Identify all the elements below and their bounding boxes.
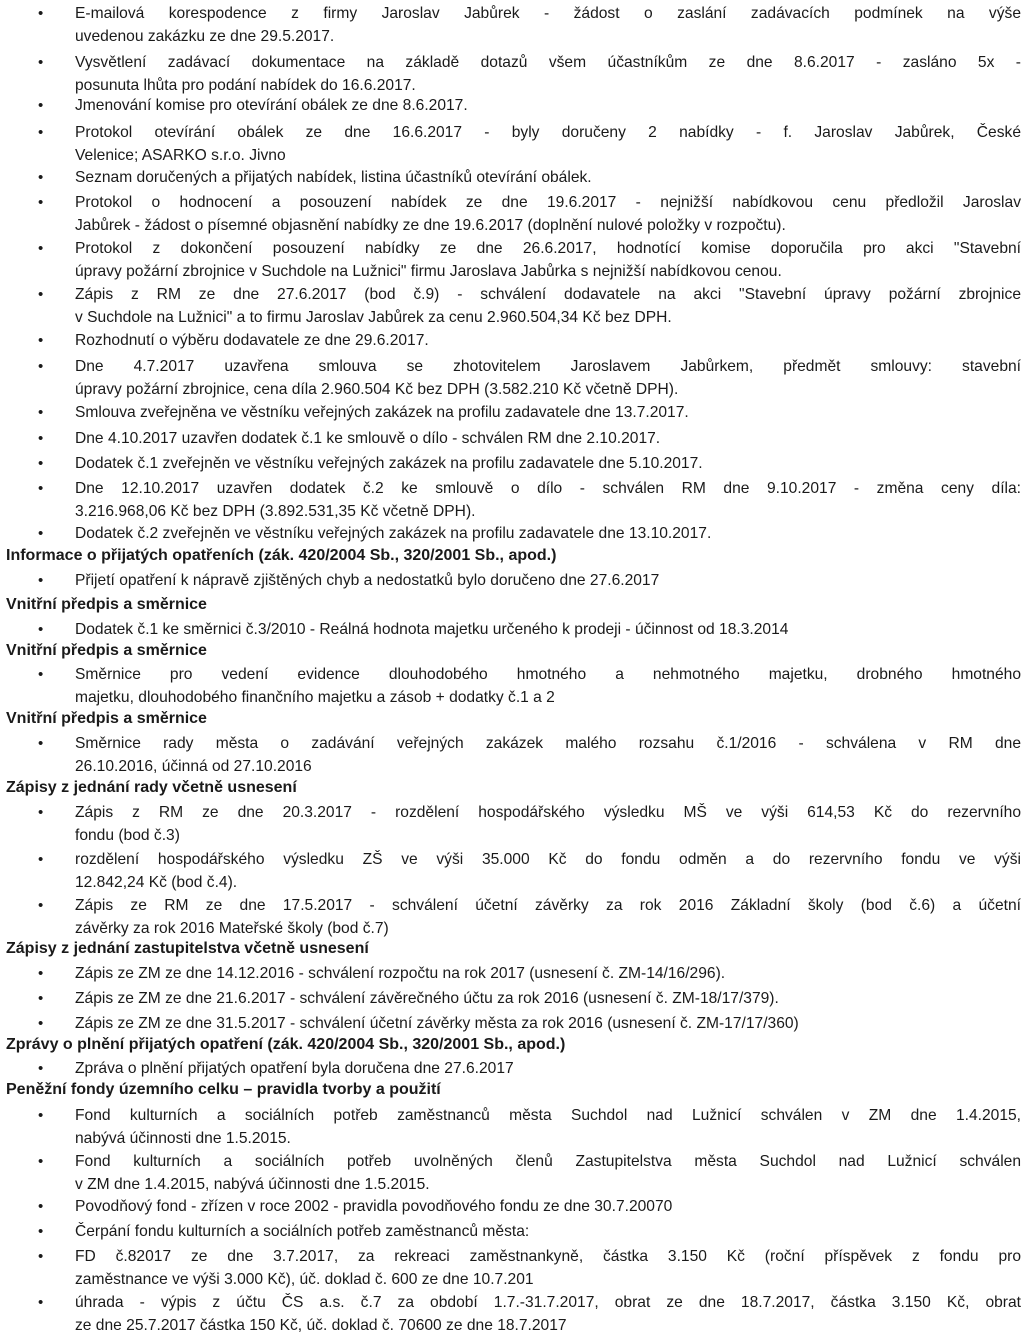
section-heading: Vnitřní předpis a směrnice xyxy=(6,642,207,659)
list-item-line: Zápis z RM ze dne 20.3.2017 - rozdělení hospodářského výsledku MŠ ve výši 614,53 Kč do rezervního xyxy=(75,804,1021,821)
list-item-line: Rozhodnutí o výběru dodavatele ze dne 29.6.2017. xyxy=(75,332,429,349)
list-item-line: Dne 4.7.2017 uzavřena smlouva se zhotovitelem Jaroslavem Jabůrkem, předmět smlouvy: stavební xyxy=(75,358,1021,375)
list-item-line: Dne 4.10.2017 uzavřen dodatek č.1 ke smlouvě o dílo - schválen RM dne 2.10.2017. xyxy=(75,430,661,447)
list-item-line: úhrada - výpis z účtu ČS a.s. č.7 za období 1.7.-31.7.2017, obrat ze dne 18.7.2017, částka 3.150 Kč, obrat xyxy=(75,1294,1021,1311)
list-item-line: 26.10.2016, účinná od 27.10.2016 xyxy=(75,757,312,775)
list-item-line: Zpráva o plnění přijatých opatření byla doručena dne 27.6.2017 xyxy=(75,1060,514,1077)
bullet-icon: • xyxy=(38,1060,44,1077)
list-item-line: Zápis z RM ze dne 27.6.2017 (bod č.9) - schválení dodavatele na akci "Stavební úpravy požární zbrojnice xyxy=(75,286,1021,303)
list-item-line: rozdělení hospodářského výsledku ZŠ ve výši 35.000 Kč do fondu odměn a do rezervního fondu ve výši xyxy=(75,851,1021,868)
list-item-line: Seznam doručených a přijatých nabídek, listina účastníků otevírání obálek. xyxy=(75,169,592,186)
bullet-icon: • xyxy=(38,990,44,1007)
list-item-line: Dodatek č.1 zveřejněn ve věstníku veřejných zakázek na profilu zadavatele dne 5.10.2017. xyxy=(75,455,703,472)
list-item-line: Zápis ze ZM ze dne 21.6.2017 - schválení závěrečného účtu za rok 2016 (usnesení č. ZM-18/17/379). xyxy=(75,990,779,1007)
list-item-line: Zápis ze RM ze dne 17.5.2017 - schválení účetní závěrky za rok 2016 Základní školy (bod č.6) a účetní xyxy=(75,897,1021,914)
bullet-icon: • xyxy=(38,480,44,497)
bullet-icon: • xyxy=(38,666,44,683)
list-item-line: nabývá účinnosti dne 1.5.2015. xyxy=(75,1129,291,1147)
bullet-icon: • xyxy=(38,97,44,114)
bullet-icon: • xyxy=(38,897,44,914)
bullet-icon: • xyxy=(38,804,44,821)
bullet-icon: • xyxy=(38,1015,44,1032)
section-heading: Vnitřní předpis a směrnice xyxy=(6,596,207,613)
bullet-icon: • xyxy=(38,965,44,982)
list-item-line: uvedenou zakázku ze dne 29.5.2017. xyxy=(75,27,335,45)
list-item-line: Protokol o hodnocení a posouzení nabídek ze dne 19.6.2017 - nejnižší nabídkovou cenu předložil Jaroslav xyxy=(75,194,1021,211)
bullet-icon: • xyxy=(38,1153,44,1170)
bullet-icon: • xyxy=(38,5,44,22)
bullet-icon: • xyxy=(38,286,44,303)
bullet-icon: • xyxy=(38,358,44,375)
list-item-line: posunuta lhůta pro podání nabídek do 16.6.2017. xyxy=(75,76,416,94)
list-item-line: majetku, dlouhodobého finančního majetku a zásob + dodatky č.1 a 2 xyxy=(75,688,555,706)
bullet-icon: • xyxy=(38,194,44,211)
bullet-icon: • xyxy=(38,404,44,421)
list-item-line: 3.216.968,06 Kč bez DPH (3.892.531,35 Kč včetně DPH). xyxy=(75,502,476,520)
bullet-icon: • xyxy=(38,455,44,472)
bullet-icon: • xyxy=(38,1248,44,1265)
list-item-line: Zápis ze ZM ze dne 14.12.2016 - schválení rozpočtu na rok 2017 (usnesení č. ZM-14/16/296). xyxy=(75,965,726,982)
section-heading: Informace o přijatých opatřeních (zák. 420/2004 Sb., 320/2001 Sb., apod.) xyxy=(6,547,557,564)
list-item-line: Protokol z dokončení posouzení nabídky ze dne 26.6.2017, hodnotící komise doporučila pro akci "Stavební xyxy=(75,240,1021,257)
list-item-line: Směrnice rady města o zadávání veřejných zakázek malého rozsahu č.1/2016 - schválena v RM dne xyxy=(75,735,1021,752)
list-item-line: FD č.82017 ze dne 3.7.2017, za rekreaci zaměstnankyně, částka 3.150 Kč (roční příspěvek z fondu pro xyxy=(75,1248,1021,1265)
list-item-line: Povodňový fond - zřízen v roce 2002 - pravidla povodňového fondu ze dne 30.7.20070 xyxy=(75,1198,673,1215)
bullet-icon: • xyxy=(38,124,44,141)
list-item-line: Směrnice pro vedení evidence dlouhodobého hmotného a nehmotného majetku, drobného hmotného xyxy=(75,666,1021,683)
list-item-line: úpravy požární zbrojnice, cena díla 2.960.504 Kč bez DPH (3.582.210 Kč včetně DPH). xyxy=(75,380,679,398)
list-item-line: Dodatek č.2 zveřejněn ve věstníku veřejných zakázek na profilu zadavatele dne 13.10.2017. xyxy=(75,525,712,542)
list-item-line: Smlouva zveřejněna ve věstníku veřejných zakázek na profilu zadavatele dne 13.7.2017. xyxy=(75,404,689,421)
section-heading: Zprávy o plnění přijatých opatření (zák. 420/2004 Sb., 320/2001 Sb., apod.) xyxy=(6,1036,566,1053)
bullet-icon: • xyxy=(38,735,44,752)
bullet-icon: • xyxy=(38,240,44,257)
list-item-line: Přijetí opatření k nápravě zjištěných chyb a nedostatků bylo doručeno dne 27.6.2017 xyxy=(75,572,660,589)
list-item-line: Dodatek č.1 ke směrnici č.3/2010 - Reálná hodnota majetku určeného k prodeji - účinnost od 18.3.2014 xyxy=(75,621,789,638)
list-item-line: závěrky za rok 2016 Mateřské školy (bod č.7) xyxy=(75,919,389,937)
section-heading: Zápisy z jednání rady včetně usnesení xyxy=(6,779,297,796)
list-item-line: 12.842,24 Kč (bod č.4). xyxy=(75,873,238,891)
bullet-icon: • xyxy=(38,1294,44,1311)
section-heading: Vnitřní předpis a směrnice xyxy=(6,710,207,727)
list-item-line: Čerpání fondu kulturních a sociálních potřeb zaměstnanců města: xyxy=(75,1223,530,1240)
bullet-icon: • xyxy=(38,1198,44,1215)
bullet-icon: • xyxy=(38,572,44,589)
list-item-line: Vysvětlení zadávací dokumentace na základě dotazů všem účastníkům ze dne 8.6.2017 - zasláno 5x - xyxy=(75,54,1021,71)
list-item-line: fondu (bod č.3) xyxy=(75,826,180,844)
list-item-line: Jabůrek - žádost o písemné objasnění nabídky ze dne 19.6.2017 (doplnění nulové položky v rozpočtu). xyxy=(75,216,786,234)
list-item-line: v ZM dne 1.4.2015, nabývá účinnosti dne 1.5.2015. xyxy=(75,1175,430,1193)
section-heading: Peněžní fondy územního celku – pravidla tvorby a použití xyxy=(6,1081,441,1098)
bullet-icon: • xyxy=(38,525,44,542)
bullet-icon: • xyxy=(38,851,44,868)
list-item-line: E-mailová korespodence z firmy Jaroslav Jabůrek - žádost o zaslání zadávacích podmínek na výše xyxy=(75,5,1021,22)
list-item-line: úpravy požární zbrojnice v Suchdole na Lužnici" firmu Jaroslava Jabůrka s nejnižší nabídkovou cenou. xyxy=(75,262,782,280)
list-item-line: Fond kulturních a sociálních potřeb zaměstnanců města Suchdol nad Lužnicí schválen v ZM dne 1.4.2015, xyxy=(75,1107,1021,1124)
list-item-line: zaměstnance ve výši 3.000 Kč), úč. doklad č. 600 ze dne 10.7.201 xyxy=(75,1270,534,1288)
bullet-icon: • xyxy=(38,1223,44,1240)
bullet-icon: • xyxy=(38,54,44,71)
list-item-line: ze dne 25.7.2017 částka 150 Kč, úč. doklad č. 70600 ze dne 18.7.2017 xyxy=(75,1316,567,1334)
bullet-icon: • xyxy=(38,430,44,447)
bullet-icon: • xyxy=(38,332,44,349)
bullet-icon: • xyxy=(38,621,44,638)
list-item-line: v Suchdole na Lužnici" a to firmu Jaroslav Jabůrek za cenu 2.960.504,34 Kč bez DPH. xyxy=(75,308,672,326)
list-item-line: Zápis ze ZM ze dne 31.5.2017 - schválení účetní závěrky města za rok 2016 (usnesení č. ZM-17/17/360) xyxy=(75,1015,799,1032)
list-item-line: Velenice; ASARKO s.r.o. Jivno xyxy=(75,146,286,164)
list-item-line: Protokol otevírání obálek ze dne 16.6.2017 - byly doručeny 2 nabídky - f. Jaroslav Jabůrek, České xyxy=(75,124,1021,141)
list-item-line: Dne 12.10.2017 uzavřen dodatek č.2 ke smlouvě o dílo - schválen RM dne 9.10.2017 - změna ceny díla: xyxy=(75,480,1021,497)
list-item-line: Jmenování komise pro otevírání obálek ze dne 8.6.2017. xyxy=(75,97,468,114)
bullet-icon: • xyxy=(38,169,44,186)
list-item-line: Fond kulturních a sociálních potřeb uvolněných členů Zastupitelstva města Suchdol nad Lužnicí schválen xyxy=(75,1153,1021,1170)
bullet-icon: • xyxy=(38,1107,44,1124)
section-heading: Zápisy z jednání zastupitelstva včetně usnesení xyxy=(6,940,369,957)
